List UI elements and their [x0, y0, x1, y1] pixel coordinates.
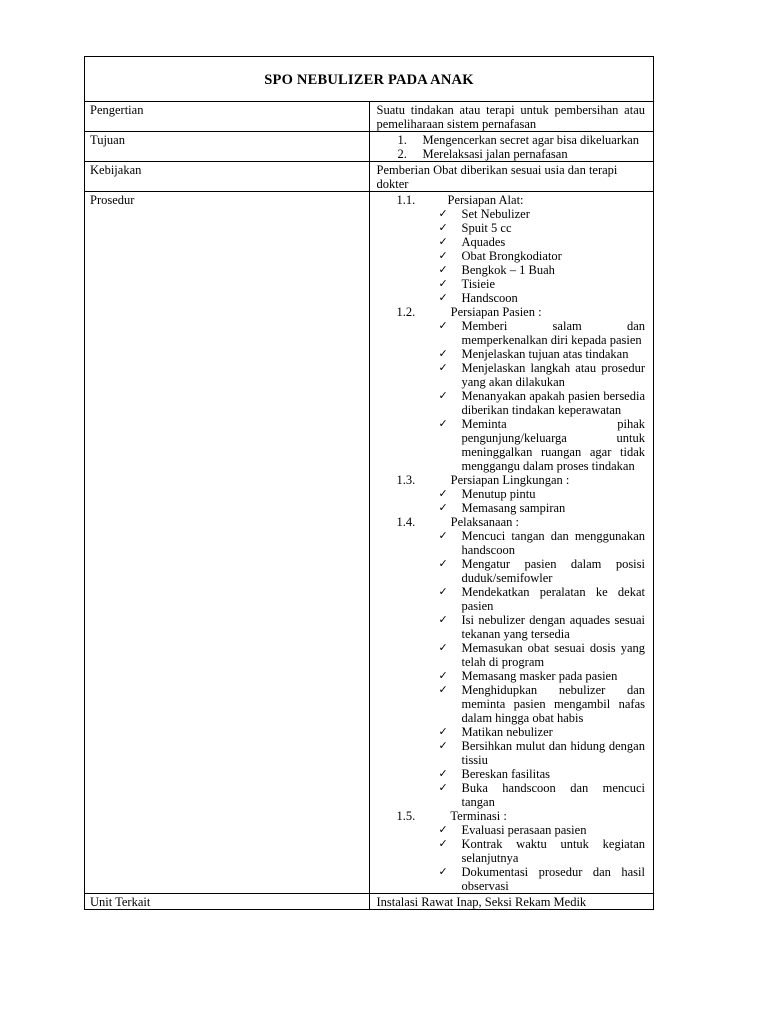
checklist-item-text: Bersihkan mulut dan hidung dengan tissiu [461, 739, 645, 767]
checklist-item-text: Dokumentasi prosedur dan hasil observasi [461, 865, 645, 893]
checkmark-icon: ✓ [438, 291, 448, 304]
content-pengertian: Suatu tindakan atau terapi untuk pembersihan atau pemeliharaan sistem pernafasan [369, 102, 654, 132]
tujuan-item [377, 147, 646, 161]
label-kebijakan: Kebijakan [85, 162, 370, 192]
checklist-item [377, 557, 646, 585]
checklist-item [377, 319, 646, 347]
checkmark-icon: ✓ [438, 277, 448, 290]
checklist-item [377, 767, 646, 781]
checklist-item-text: Obat Brongkodiator [461, 249, 562, 263]
checklist-item [377, 683, 646, 725]
checklist-item-text: Memberi salam dan memperkenalkan diri kepada pasien [461, 319, 645, 347]
checklist-item [377, 417, 646, 473]
label-tujuan: Tujuan [85, 132, 370, 162]
checklist-item-text: Memasang sampiran [461, 501, 566, 515]
content-prosedur [369, 192, 654, 894]
checklist-item [377, 235, 646, 249]
checkmark-icon: ✓ [438, 557, 448, 570]
checklist-item-text: Matikan nebulizer [461, 725, 553, 739]
checklist-item-text: Tisieie [461, 277, 496, 291]
checkmark-icon: ✓ [438, 361, 448, 374]
checkmark-icon: ✓ [438, 683, 448, 696]
checklist-item-text: Bereskan fasilitas [461, 767, 551, 781]
section-title: Persiapan Lingkungan : [447, 473, 570, 487]
section-title: Persiapan Alat: [447, 193, 524, 207]
section-number: 1.4. [396, 515, 416, 529]
checklist-item [377, 347, 646, 361]
title-cell [85, 57, 654, 102]
checkmark-icon: ✓ [438, 235, 448, 248]
tujuan-item-text: Mengencerkan secret agar bisa dikeluarkan [422, 133, 640, 147]
checklist-item-text: Mencuci tangan dan menggunakan handscoon [461, 529, 645, 557]
checklist-item-text: Meminta pihak pengunjung/keluarga untuk meninggalkan ruangan agar tidak menggangu dalam proses tindakan [461, 417, 645, 473]
tujuan-item-number: 2. [397, 147, 407, 161]
checkmark-icon: ✓ [438, 823, 448, 836]
checklist-item [377, 207, 646, 221]
checklist-item-text: Memasang masker pada pasien [461, 669, 618, 683]
checklist-item-text: Evaluasi perasaan pasien [461, 823, 587, 837]
checklist-item-text: Menghidupkan nebulizer dan meminta pasien mengambil nafas dalam hingga obat habis [461, 683, 645, 725]
checkmark-icon: ✓ [438, 389, 448, 402]
checkmark-icon: ✓ [438, 263, 448, 276]
checkmark-icon: ✓ [438, 207, 448, 220]
checkmark-icon: ✓ [438, 529, 448, 542]
checklist-item-text: Menjelaskan langkah atau prosedur yang akan dilakukan [461, 361, 645, 389]
checkmark-icon: ✓ [438, 837, 448, 850]
checkmark-icon: ✓ [438, 669, 448, 682]
tujuan-item-text: Merelaksasi jalan pernafasan [422, 147, 568, 161]
tujuan-item [377, 133, 646, 147]
checklist-item [377, 361, 646, 389]
checklist-item [377, 263, 646, 277]
checklist-item [377, 501, 646, 515]
checkmark-icon: ✓ [438, 249, 448, 262]
label-unit-terkait: Unit Terkait [85, 894, 370, 910]
prosedur-section-heading [377, 515, 646, 529]
checkmark-icon: ✓ [438, 725, 448, 738]
checkmark-icon: ✓ [438, 487, 448, 500]
row-prosedur [85, 192, 654, 894]
document-title: SPO NEBULIZER PADA ANAK [264, 72, 474, 88]
checklist-item [377, 725, 646, 739]
checkmark-icon: ✓ [438, 781, 448, 794]
section-number: 1.5. [396, 809, 416, 823]
section-title: Terminasi : [447, 809, 507, 823]
checklist-item [377, 641, 646, 669]
row-tujuan [85, 132, 654, 162]
checklist-item-text: Menutup pintu [461, 487, 536, 501]
checkmark-icon: ✓ [438, 319, 448, 332]
checkmark-icon: ✓ [438, 585, 448, 598]
checklist-item [377, 669, 646, 683]
section-number: 1.1. [396, 193, 416, 207]
section-title: Pelaksanaan : [447, 515, 520, 529]
section-number: 1.2. [396, 305, 416, 319]
section-title: Persiapan Pasien : [447, 305, 542, 319]
checkmark-icon: ✓ [438, 613, 448, 626]
checklist-item [377, 389, 646, 417]
content-kebijakan: Pemberian Obat diberikan sesuai usia dan terapi dokter [369, 162, 654, 192]
content-unit-terkait: Instalasi Rawat Inap, Seksi Rekam Medik [369, 894, 654, 910]
checklist-item-text: Menjelaskan tujuan atas tindakan [461, 347, 629, 361]
checklist-item [377, 823, 646, 837]
checklist-item-text: Buka handscoon dan mencuci tangan [461, 781, 645, 809]
content-tujuan [369, 132, 654, 162]
checklist-item [377, 249, 646, 263]
checklist-item [377, 487, 646, 501]
checklist-item [377, 291, 646, 305]
tujuan-item-number: 1. [397, 133, 407, 147]
label-pengertian: Pengertian [85, 102, 370, 132]
prosedur-section-heading [377, 809, 646, 823]
spo-table [84, 56, 654, 910]
checklist-item [377, 613, 646, 641]
checklist-item-text: Kontrak waktu untuk kegiatan selanjutnya [461, 837, 645, 865]
checkmark-icon: ✓ [438, 501, 448, 514]
checkmark-icon: ✓ [438, 347, 448, 360]
spo-document [84, 56, 654, 910]
prosedur-section-heading [377, 473, 646, 487]
section-number: 1.3. [396, 473, 416, 487]
checklist-item-text: Set Nebulizer [461, 207, 530, 221]
checklist-item-text: Isi nebulizer dengan aquades sesuai tekanan yang tersedia [461, 613, 645, 641]
checkmark-icon: ✓ [438, 221, 448, 234]
checkmark-icon: ✓ [438, 417, 448, 430]
checkmark-icon: ✓ [438, 739, 448, 752]
checklist-item [377, 837, 646, 865]
checklist-item-text: Menanyakan apakah pasien bersedia diberikan tindakan keperawatan [461, 389, 645, 417]
checkmark-icon: ✓ [438, 865, 448, 878]
checklist-item-text: Aquades [461, 235, 506, 249]
checklist-item [377, 221, 646, 235]
title-row [85, 57, 654, 102]
checklist-item [377, 529, 646, 557]
prosedur-section-heading [377, 305, 646, 319]
row-kebijakan [85, 162, 654, 192]
checklist-item [377, 585, 646, 613]
checkmark-icon: ✓ [438, 641, 448, 654]
checklist-item-text: Handscoon [461, 291, 518, 305]
prosedur-section-heading [377, 193, 646, 207]
checklist-item-text: Mendekatkan peralatan ke dekat pasien [461, 585, 645, 613]
checklist-item-text: Spuit 5 cc [461, 221, 512, 235]
row-pengertian [85, 102, 654, 132]
checklist-item [377, 865, 646, 893]
checklist-item [377, 739, 646, 767]
checklist-item [377, 781, 646, 809]
checkmark-icon: ✓ [438, 767, 448, 780]
row-unit-terkait [85, 894, 654, 910]
checklist-item-text: Mengatur pasien dalam posisi duduk/semifowler [461, 557, 645, 585]
checklist-item-text: Bengkok – 1 Buah [461, 263, 555, 277]
label-prosedur: Prosedur [85, 192, 370, 894]
checklist-item-text: Memasukan obat sesuai dosis yang telah di program [461, 641, 645, 669]
checklist-item [377, 277, 646, 291]
